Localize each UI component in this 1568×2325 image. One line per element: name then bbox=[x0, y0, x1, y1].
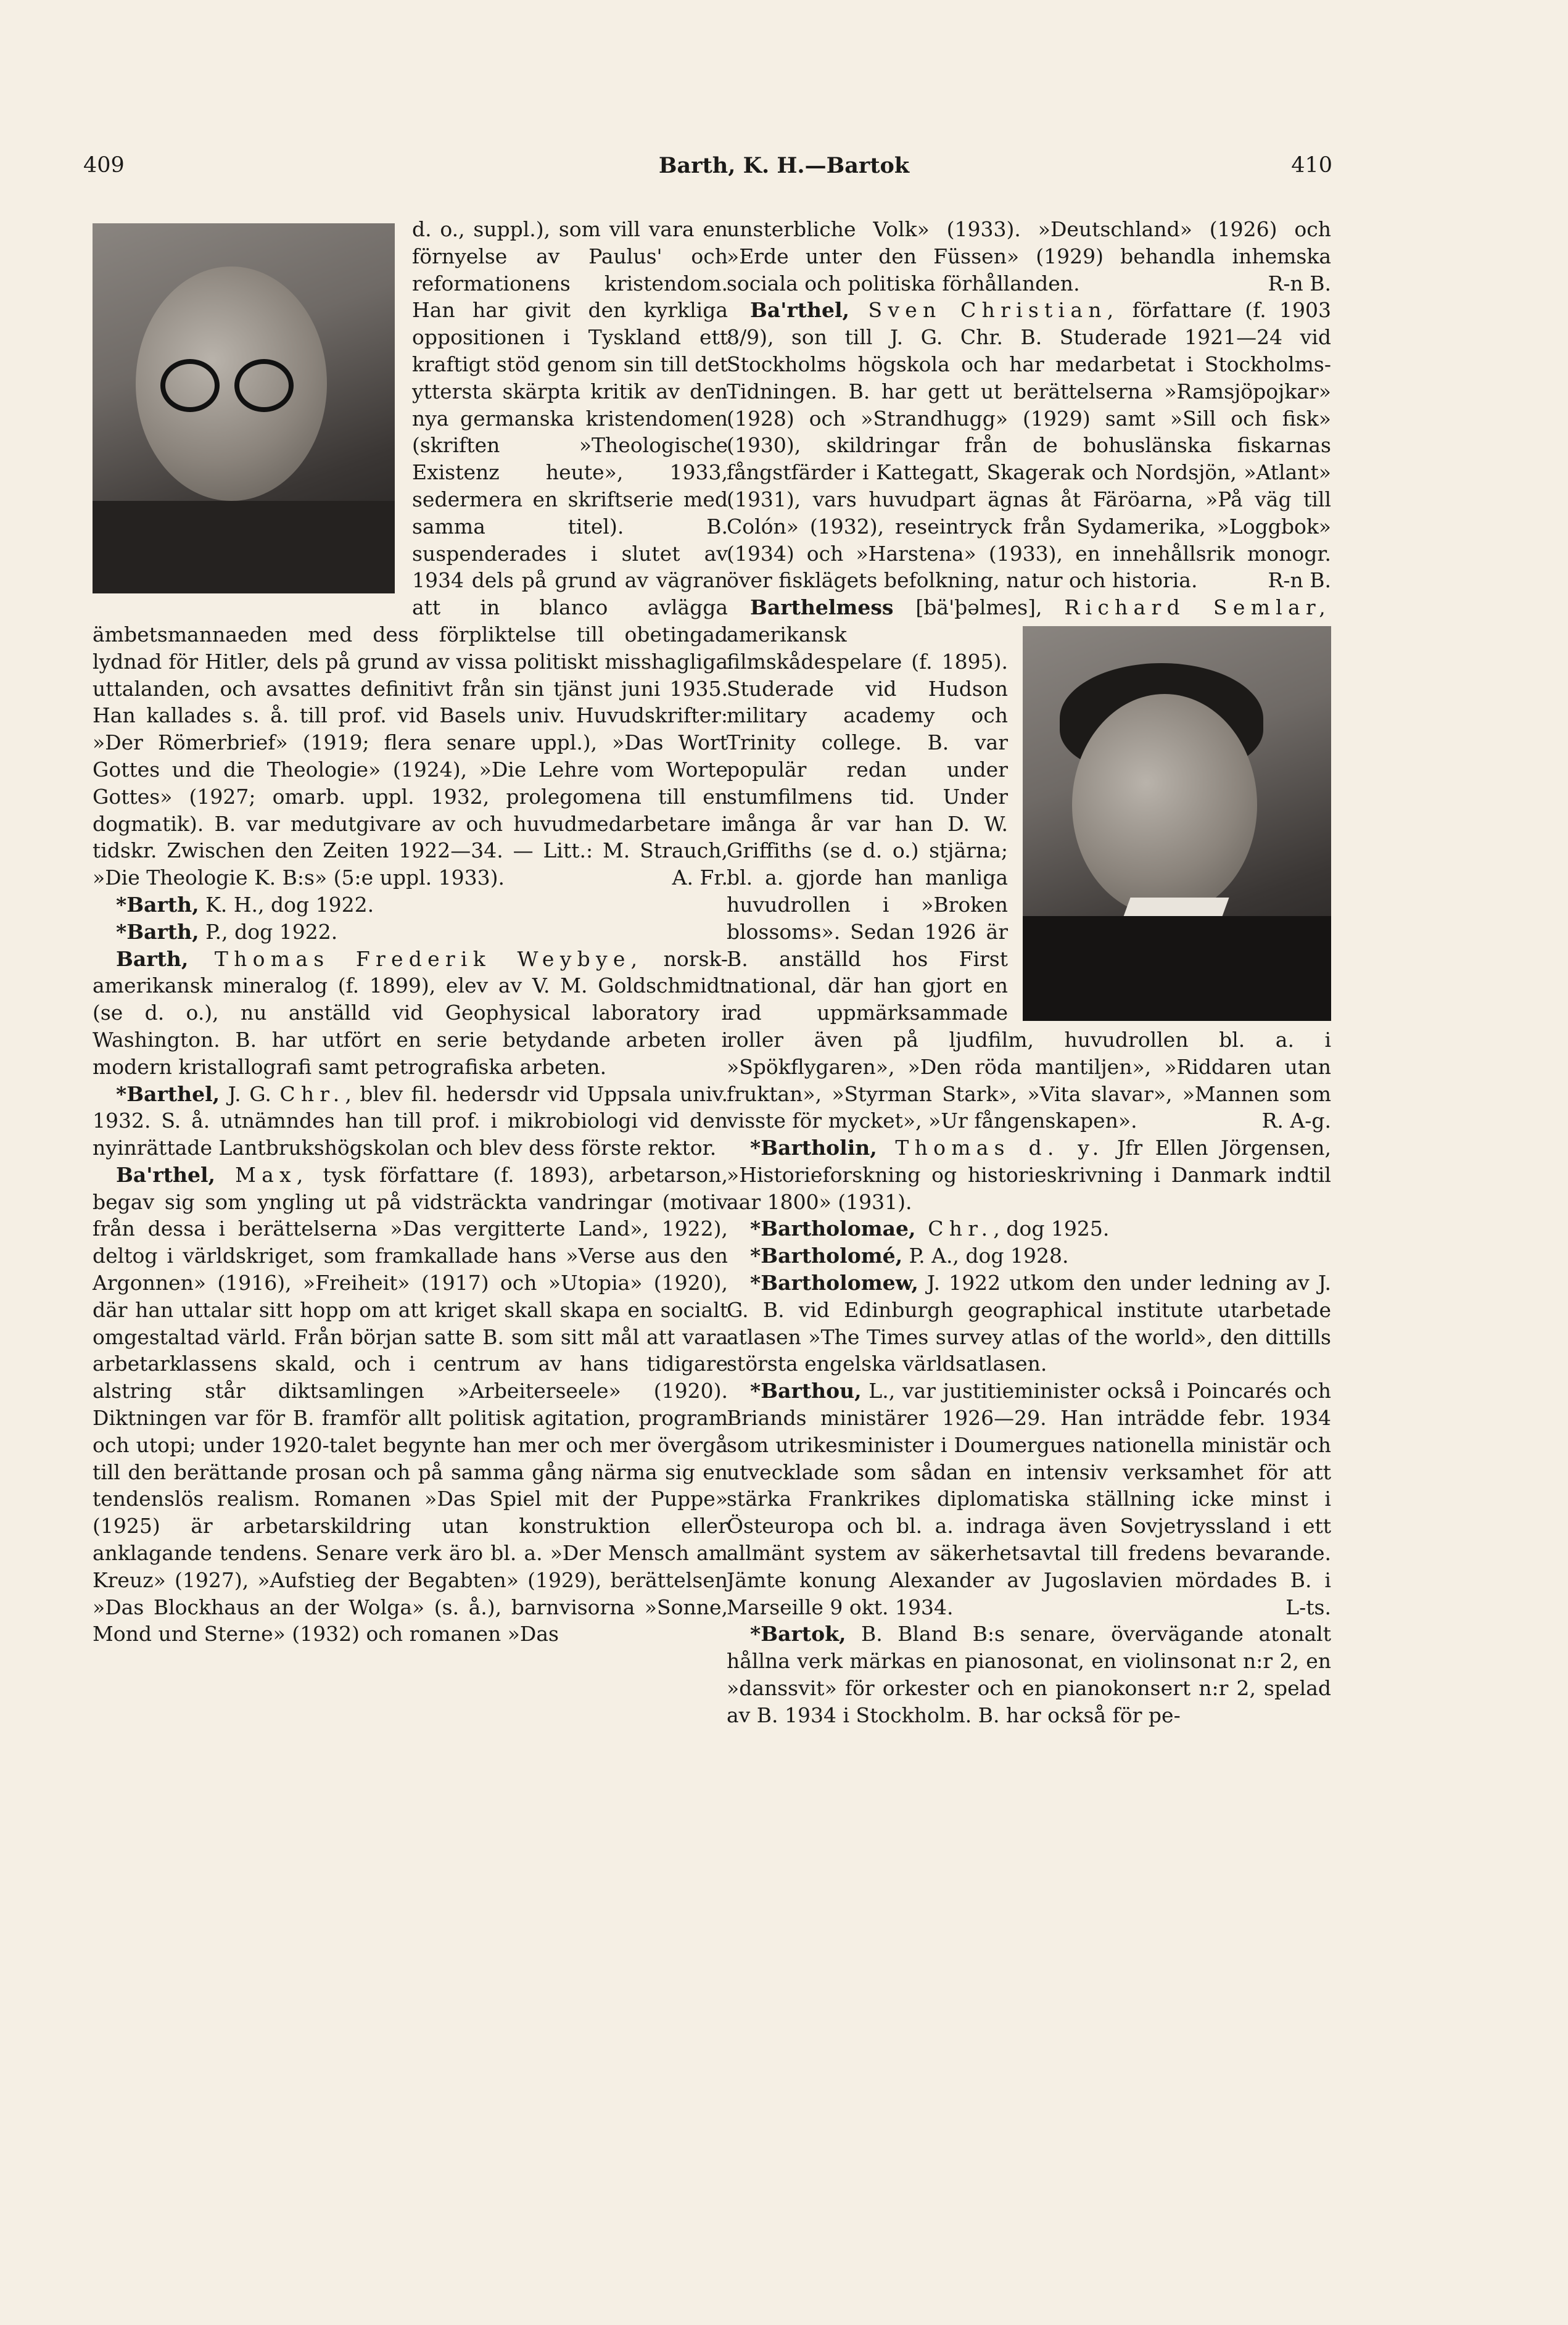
continued-entry bbox=[93, 216, 728, 891]
entry-text: L., var justitieminister också i Poincarés och Briands ministärer 1926—29. Han inträdde febr. 1934 som utrikesminister i Doumergues nationella ministär och utvecklade som sådan en intensiv verksamhet för att stärka Frankrikes diplomatiska ställning icke minst i Östeuropa och bl. a. indraga även Sovjetryssland i ett allmänt system av säkerhetsavtal till fredens bevarande. Jämte konung Alexander av Jugoslavien mördades B. i Marseille 9 okt. 1934. bbox=[727, 1379, 1331, 1619]
entry-barthou bbox=[727, 1377, 1331, 1621]
entry-text: P. A., dog 1928. bbox=[902, 1244, 1069, 1268]
entry-text: P., dog 1922. bbox=[199, 919, 338, 944]
portrait-coat bbox=[93, 501, 395, 593]
entry-text: d. o., suppl.), som vill vara en förnyelse av Paulus' och reformationens kristendom. Han har givit den kyrkliga oppositionen i Tyskland ett kraftigt stöd genom sin till det yttersta skärpta kritik av den nya germanska kristendomen (skriften »Theologische Existenz heute», 1933, sedermera en skriftserie med samma titel). B. suspenderades i slutet av 1934 dels på grund av vägran att in blanco avlägga ämbetsmannaeden med dess förpliktelse till obetingad lydnad för Hitler, dels på grund av vissa politiskt misshagliga uttalanden, och avsattes definitivt från sin tjänst juni 1935. Han kallades s. å. till prof. vid Basels univ. Huvudskrifter: »Der Römerbrief» (1919; flera senare uppl.), »Das Wort Gottes und die Theologie» (1924), »Die Lehre vom Worte Gottes» (1927; omarb. uppl. 1932, prolegomena till en dogmatik). B. var medutgivare av och huvudmedarbetare i tidskr. Zwischen den Zeiten 1922—34. — Litt.: M. Strauch, »Die Theologie K. B:s» (5:e uppl. 1933). bbox=[93, 217, 728, 890]
continued-entry bbox=[727, 216, 1331, 297]
entry-text: tysk författare (f. 1893), arbetarson, begav sig som yngling ut på vidsträckta vandringar (motiv från dessa i berättelserna »Das vergitterte Land», 1922), deltog i världskriget, som framkallade hans »Verse aus den Argonnen» (1916), »Freiheit» (1917) och »Utopia» (1920), där han uttalar sitt hopp om att kriget skall skapa en socialt omgestaltad värld. Från början satte B. som sitt mål att vara arbetarklassens skald, och i centrum av hans tidigare alstring står diktsamlingen »Arbeiterseele» (1920). Diktningen var för B. framför allt politisk agitation, program och utopi; under 1920-talet begynte han mer och mer övergå till den berättande prosan och på samma gång närma sig en tendenslös realism. Romanen »Das Spiel mit der Puppe» (1925) är arbetarskildring utan konstruktion eller anklagande tendens. Senare verk äro bl. a. »Der Mensch am Kreuz» (1927), »Aufstieg der Begabten» (1929), berättelsen »Das Blockhaus an der Wolga» (s. å.), barnvisorna »Sonne, Mond und Sterne» (1932) och romanen »Das bbox=[93, 1162, 728, 1646]
entry-signature: R-n B. bbox=[1268, 271, 1331, 295]
entry-headword: Barthelmess bbox=[750, 595, 894, 620]
entry-text: amerikansk filmskådespelare (f. 1895). Studerade vid Hudson military academy och Trinity college. B. var populär redan under stumfilmens tid. Under många år var han D. W. Griffiths (se d. o.) stjärna; bl. a. gjorde han manliga huvudrollen i »Broken blossoms». Sedan 1926 är B. anställd hos First national, där han gjort en rad uppmärksammade roller även på ljudfilm, huvudrollen bl. a. i »Spökflygaren», »Den röda mantiljen», »Riddaren utan fruktan», »Styrman Stark», »Vita slavar», »Mannen som visste för mycket», »Ur fångenskapen». bbox=[727, 622, 1331, 1133]
entry-signature: R. A-g. bbox=[1261, 1109, 1331, 1133]
entry-text: J. 1922 utkom den under ledning av J. G. B. vid Edinburgh geographical institute utarbetade atlasen »The Times survey atlas of the world», den dittills största engelska världsatlasen. bbox=[727, 1271, 1331, 1376]
entry-bartholin bbox=[727, 1134, 1331, 1215]
entry-barthel-jg bbox=[93, 1081, 728, 1162]
entry-name: Max, bbox=[215, 1162, 309, 1187]
entry-text: , dog 1925. bbox=[993, 1216, 1110, 1241]
entry-text: K. H., dog 1922. bbox=[199, 892, 374, 917]
entry-text: , blev fil. hedersdr vid Uppsala univ. 1932. S. å. utnämndes han till prof. i mikrobiologi vid den nyinrättade Lantbrukshögskolan och blev dess förste rektor. bbox=[93, 1081, 728, 1160]
entry-text: unsterbliche Volk» (1933). »Deutschland» (1926) och »Erde unter den Füssen» (1929) behandla inhemska sociala och politiska förhållanden. bbox=[727, 217, 1331, 295]
page-number-right: 410 bbox=[1291, 153, 1332, 178]
portrait-face bbox=[1072, 694, 1257, 916]
entry-name: Chr. bbox=[279, 1081, 345, 1106]
entry-barthelmess bbox=[727, 594, 1331, 1134]
entry-text: författare (f. 1903 8/9), son till J. G. Chr. B. Studerade 1921—24 vid Stockholms högskola och har medarbetat i Stockholms-Tidningen. B. har gett ut berättelserna »Ramsjöpojkar» (1928) och »Strandhugg» (1929) samt »Sill och fisk» (1930), skildringar från de bohuslänska fiskarnas fångstfärder i Kattegatt, Skagerak och Nordsjön, »Atlant» (1931), vars huvudpart ägnas åt Färöarna, »På väg till Colón» (1932), reseintryck från Sydamerika, »Loggbok» (1934) och »Harstena» (1933), en innehållsrik monogr. över fisklägets befolkning, natur och historia. bbox=[727, 298, 1331, 593]
entry-headword: *Bartholomae, bbox=[750, 1216, 916, 1241]
entry-headword: *Barthel, bbox=[116, 1081, 220, 1106]
entry-barth-p bbox=[93, 919, 728, 946]
entry-headword: Ba'rthel, bbox=[116, 1162, 216, 1187]
portrait-photo-barthelmess bbox=[1023, 626, 1331, 1021]
portrait-photo-barth bbox=[93, 223, 395, 593]
entry-pronunciation: [bä'þəlmes], bbox=[893, 595, 1065, 620]
entry-initials: J. G. bbox=[220, 1081, 280, 1106]
entry-bartholomae bbox=[727, 1215, 1331, 1242]
right-column bbox=[727, 216, 1331, 1729]
entry-barthel-sven bbox=[727, 297, 1331, 594]
entry-name: Sven Christian, bbox=[849, 298, 1120, 323]
entry-barth-kh bbox=[93, 891, 728, 919]
entry-signature: L-ts. bbox=[1285, 1595, 1331, 1619]
entry-headword: *Bartok, bbox=[750, 1622, 846, 1646]
entry-bartholome bbox=[727, 1242, 1331, 1270]
page-number-left: 409 bbox=[83, 153, 125, 178]
header-title: Barth, K. H.—Bartok bbox=[658, 153, 910, 178]
entry-name: Thomas Frederik Weybye, bbox=[188, 946, 643, 971]
glasses-left-lens bbox=[160, 359, 220, 412]
entry-text: B. Bland B:s senare, övervägande atonalt hållna verk märkas en pianosonat, en violinsonat n:r 2, en »danssvit» för orkester och en pianokonsert n:r 2, spelad av B. 1934 i Stockholm. B. har också för pe- bbox=[727, 1622, 1331, 1727]
portrait-coat bbox=[1023, 916, 1331, 1021]
left-column bbox=[93, 216, 728, 1648]
entry-name: Chr. bbox=[915, 1216, 994, 1241]
entry-headword: *Bartholomew, bbox=[750, 1271, 918, 1295]
entry-text: norsk-amerikansk mineralog (f. 1899), elev av V. M. Goldschmidt (se d. o.), nu anställd vid Geophysical laboratory i Washington. B. har utfört en serie betydande arbeten i modern kristallografi samt petrografiska arbeten. bbox=[93, 946, 728, 1079]
glasses-right-lens bbox=[234, 359, 294, 412]
entry-headword: *Barth, bbox=[116, 892, 199, 917]
entry-signature: R-n B. bbox=[1268, 568, 1331, 593]
entry-barthel-max bbox=[93, 1162, 728, 1648]
entry-text: Jfr Ellen Jörgensen, »Historieforskning og historieskrivning i Danmark indtil aar 1800» (1931). bbox=[727, 1136, 1331, 1214]
entry-headword: *Barthou, bbox=[750, 1379, 862, 1403]
entry-signature: A. Fr. bbox=[672, 865, 728, 890]
running-header bbox=[0, 153, 1568, 190]
entry-bartok bbox=[727, 1621, 1331, 1728]
entry-barth-thomas bbox=[93, 946, 728, 1081]
entry-headword: Ba'rthel, bbox=[750, 298, 850, 323]
entry-name: Richard Semlar, bbox=[1064, 595, 1331, 620]
entry-headword: *Bartholomé, bbox=[750, 1244, 903, 1268]
entry-headword: Barth, bbox=[116, 946, 189, 971]
entry-headword: *Bartholin, bbox=[750, 1136, 877, 1160]
entry-headword: *Barth, bbox=[116, 919, 199, 944]
entry-bartholomew bbox=[727, 1270, 1331, 1377]
entry-name: Thomas d. y. bbox=[877, 1136, 1105, 1160]
